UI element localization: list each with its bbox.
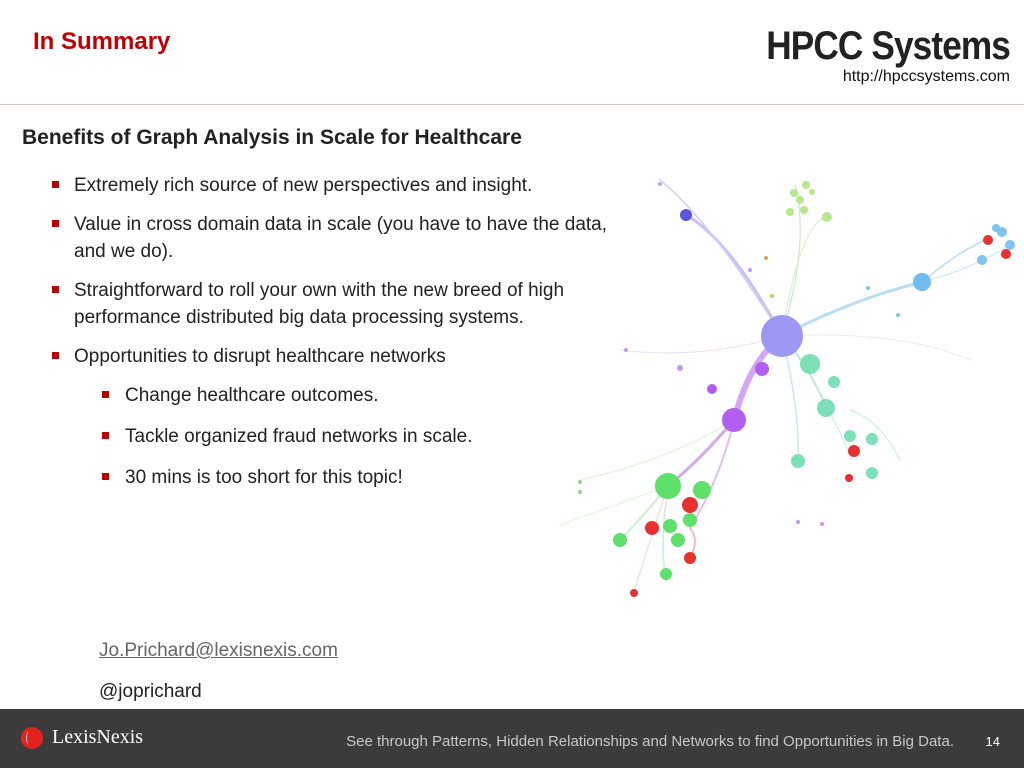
brand-name: HPCC Systems [766, 24, 1010, 68]
slide-title: In Summary [33, 28, 171, 55]
bullet-marker [52, 220, 59, 227]
bullet-marker [102, 473, 109, 480]
section-heading: Benefits of Graph Analysis in Scale for Healthcare [22, 126, 522, 149]
bullet-text: Extremely rich source of new perspectives and insight. [74, 175, 533, 196]
bullet-text: Value in cross domain data in scale (you have to have the data, and we do). [74, 214, 608, 262]
bullet-text: Straightforward to roll your own with the new breed of high performance distributed big data processing systems. [74, 280, 565, 328]
bullet-marker [52, 181, 59, 188]
page-number: 14 [985, 734, 1000, 749]
bullet-marker [52, 352, 59, 359]
footer-logo-text: LexisNexis [52, 726, 144, 748]
network-graph-image [550, 160, 1024, 610]
contact-email-link[interactable]: Jo.Prichard@lexisnexis.com [99, 640, 338, 661]
sub-bullet-text: 30 mins is too short for this topic! [125, 467, 403, 488]
brand-logo [733, 26, 1010, 86]
sub-bullet-text: Tackle organized fraud networks in scale. [125, 426, 473, 447]
bullet-marker [102, 391, 109, 398]
bullet-marker [52, 286, 59, 293]
contact-handle: @joprichard [99, 681, 202, 702]
brand-url[interactable]: http://hpccsystems.com [842, 68, 1010, 85]
bullet-text: Opportunities to disrupt healthcare networks [74, 346, 446, 367]
footer-bar [0, 709, 1024, 768]
header-divider [0, 104, 1024, 105]
footer-tagline: See through Patterns, Hidden Relationships and Networks to find Opportunities in Big Data. [346, 733, 954, 750]
lexisnexis-logo-icon [20, 726, 44, 750]
sub-bullet-text: Change healthcare outcomes. [125, 385, 379, 406]
bullet-marker [102, 432, 109, 439]
